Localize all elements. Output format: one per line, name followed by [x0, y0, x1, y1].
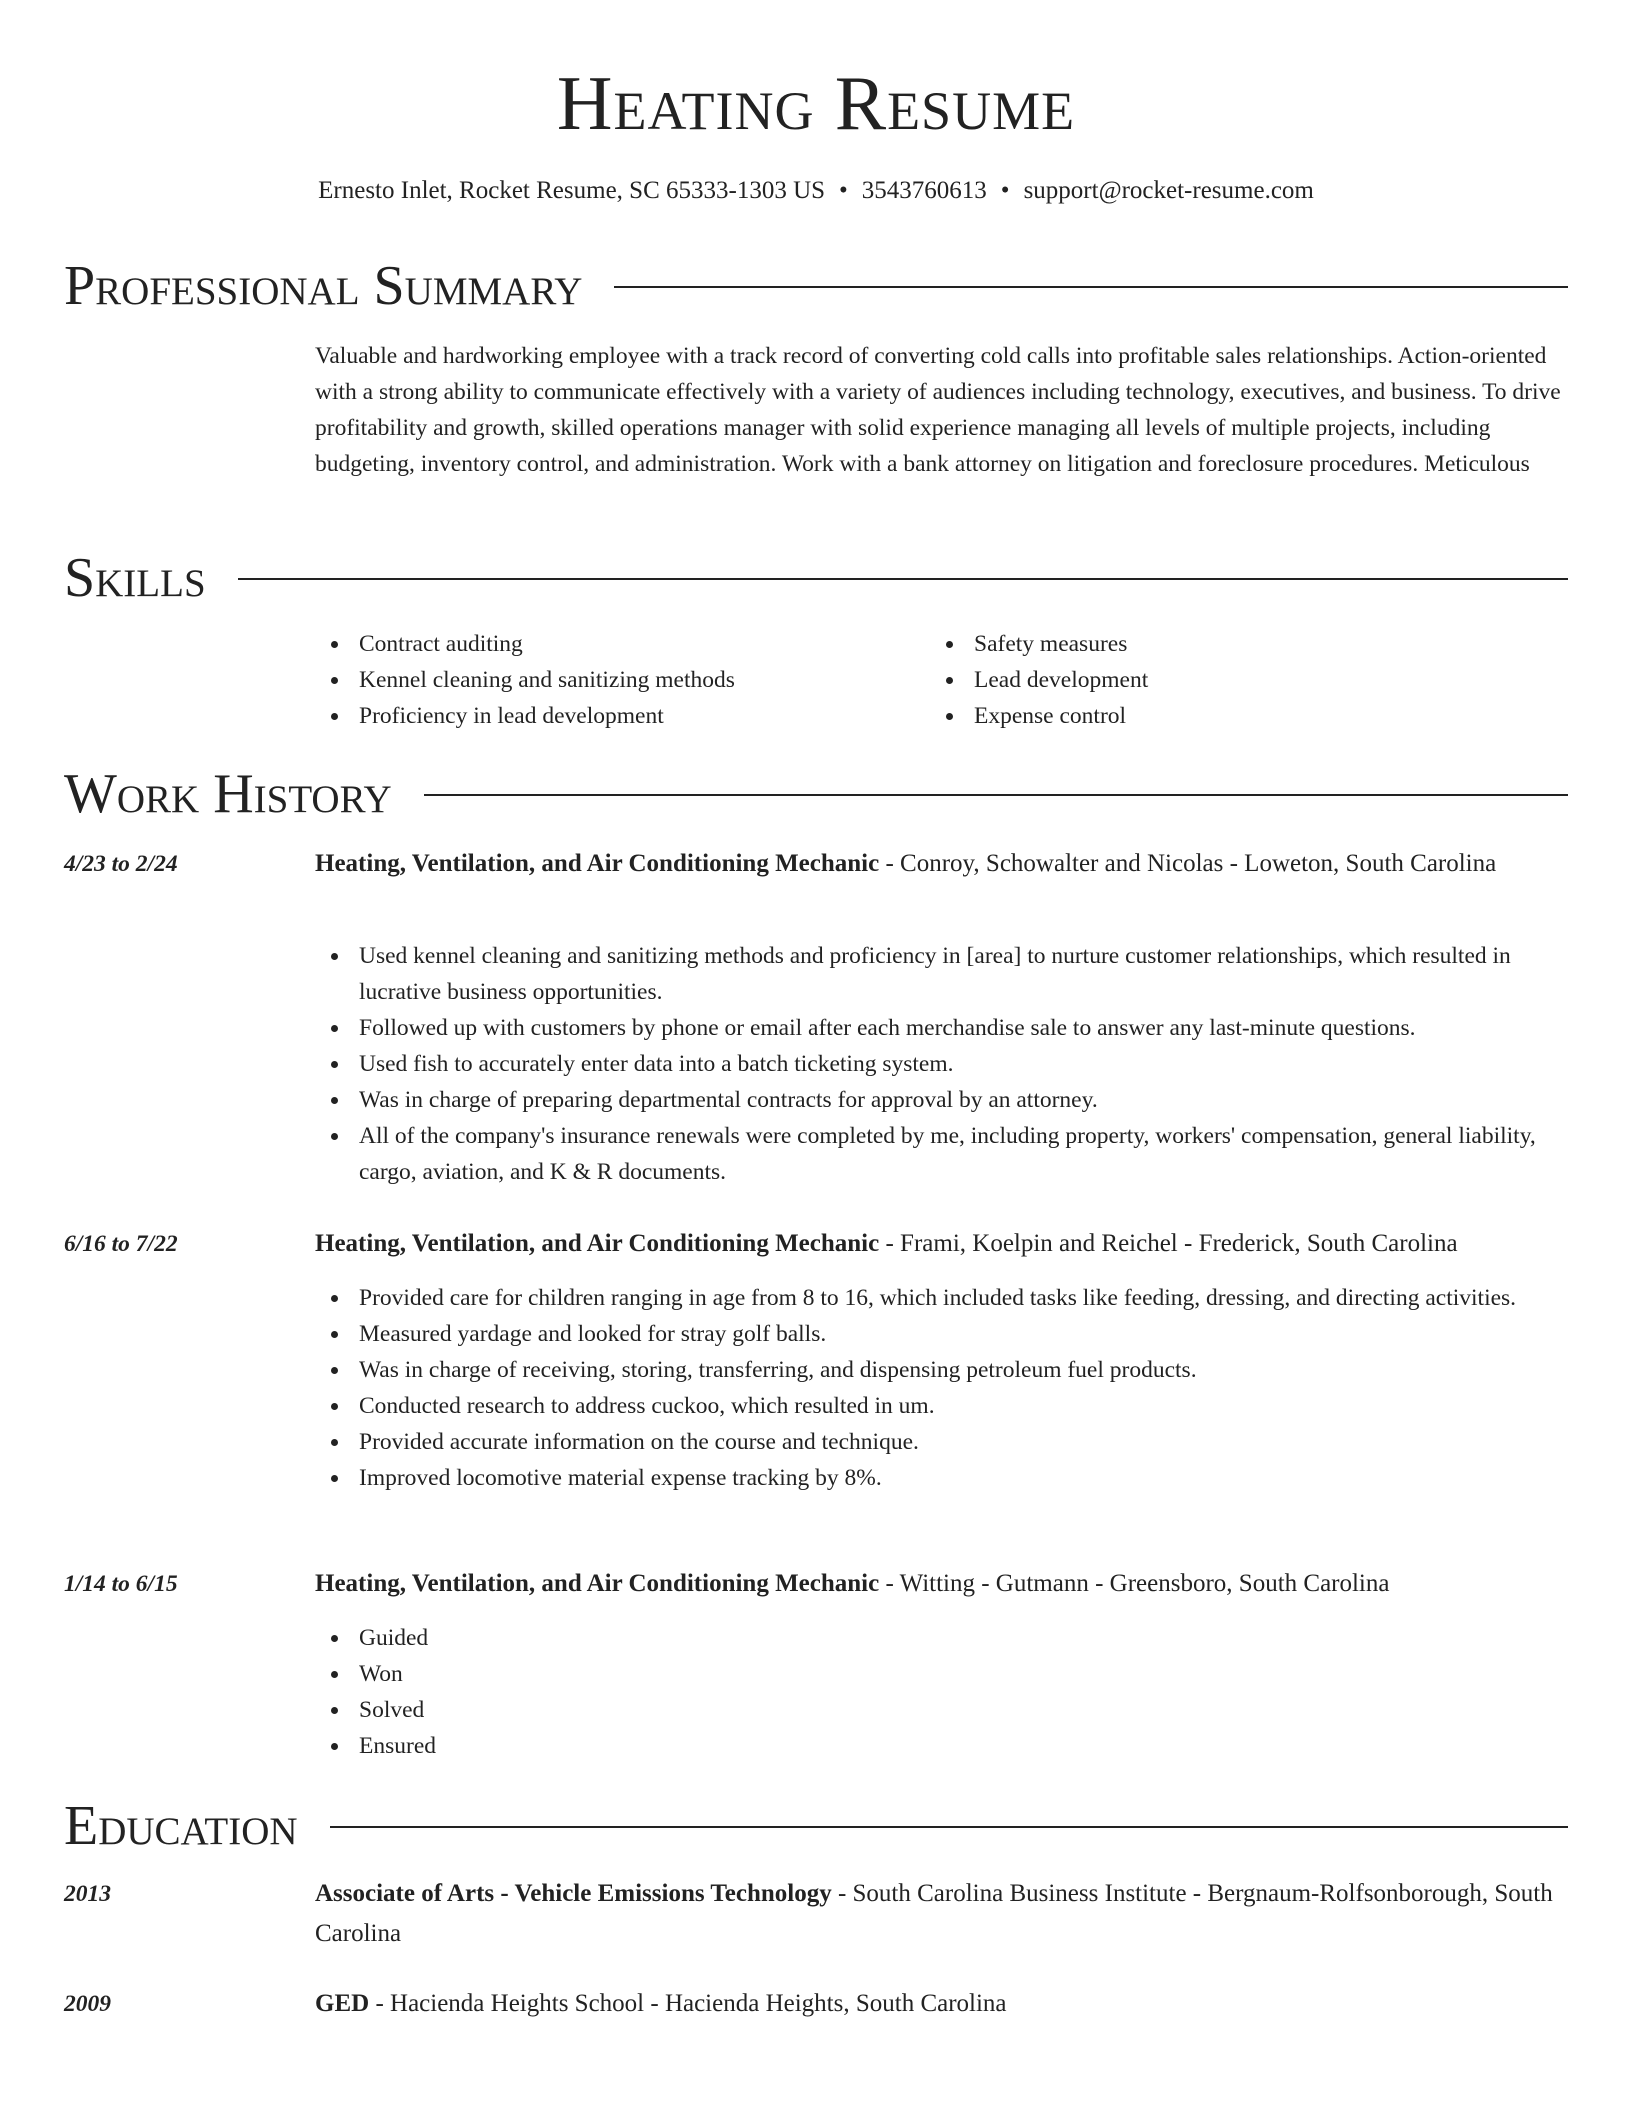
job-bullet: Provided care for children ranging in age from 8 to 16, which included tasks like feeding, dressing, and directing activities.	[315, 1280, 1565, 1316]
job-bullets	[315, 938, 1565, 1190]
summary-paragraph: Valuable and hardworking employee with a track record of converting cold calls into profitable sales relationships. Action-oriented with a strong ability to communicate effectively with a variety of audiences including technology, executives, and business. To drive profitability and growth, skilled operations manager with solid experience managing all levels of multiple projects, including budgeting, inventory control, and administration. Work with a bank attorney on litigation and foreclosure procedures. Meticulous	[315, 343, 1561, 477]
job-title: Heating, Ventilation, and Air Conditioning Mechanic	[315, 1230, 880, 1257]
skill-item: Kennel cleaning and sanitizing methods	[315, 662, 915, 698]
contact-separator: •	[839, 177, 848, 204]
job-dates: 1/14 to 6/15	[64, 1571, 178, 1597]
job-bullets	[315, 1620, 1565, 1764]
skills-right-column	[930, 626, 1530, 734]
skill-item: Proficiency in lead development	[315, 698, 915, 734]
job-heading	[315, 1564, 1565, 1604]
job-bullet: Was in charge of receiving, storing, transferring, and dispensing petroleum fuel products.	[315, 1352, 1565, 1388]
skill-item: Contract auditing	[315, 626, 915, 662]
job-bullet: Used kennel cleaning and sanitizing methods and proficiency in [area] to nurture customer relationships, which resulted in lucrative business opportunities.	[315, 938, 1565, 1010]
job-title: Heating, Ventilation, and Air Conditioning Mechanic	[315, 850, 880, 877]
education-degree: GED	[315, 1990, 370, 2017]
skill-item: Expense control	[930, 698, 1530, 734]
job-bullet: Provided accurate information on the course and technique.	[315, 1424, 1565, 1460]
contact-line	[0, 174, 1632, 208]
summary-heading: Professional Summary	[64, 255, 583, 317]
work-history-heading: Work History	[64, 763, 392, 825]
job-employer-location: - Frami, Koelpin and Reichel - Frederick, South Carolina	[879, 1230, 1458, 1257]
education-school-location: - Hacienda Heights School - Hacienda Heights, South Carolina	[369, 1990, 1007, 2017]
summary-section-header	[64, 254, 1568, 318]
resume-title: Heating Resume	[556, 60, 1076, 146]
job-bullet: Conducted research to address cuckoo, which resulted in um.	[315, 1388, 1565, 1424]
skills-heading: Skills	[64, 547, 206, 609]
job-employer-location: - Witting - Gutmann - Greensboro, South Carolina	[879, 1570, 1390, 1597]
work-history-section-header	[64, 762, 1568, 826]
education-year: 2009	[64, 1991, 111, 2017]
education-heading: Education	[64, 1795, 298, 1857]
section-divider	[238, 578, 1568, 580]
contact-address: Ernesto Inlet, Rocket Resume, SC 65333-1303 US	[318, 177, 826, 204]
skills-section-header	[64, 546, 1568, 610]
skills-left-column	[315, 626, 915, 734]
job-heading	[315, 844, 1565, 884]
job-bullet: Ensured	[315, 1728, 1565, 1764]
education-year: 2013	[64, 1881, 111, 1907]
job-heading	[315, 1224, 1565, 1264]
job-title: Heating, Ventilation, and Air Conditioning Mechanic	[315, 1570, 880, 1597]
job-bullet: Was in charge of preparing departmental contracts for approval by an attorney.	[315, 1082, 1565, 1118]
job-bullet: Used fish to accurately enter data into a batch ticketing system.	[315, 1046, 1565, 1082]
job-bullet: Followed up with customers by phone or email after each merchandise sale to answer any last-minute questions.	[315, 1010, 1565, 1046]
contact-email: support@rocket-resume.com	[1023, 177, 1314, 204]
job-dates: 4/23 to 2/24	[64, 851, 178, 877]
job-bullet: Measured yardage and looked for stray golf balls.	[315, 1316, 1565, 1352]
job-bullet: Improved locomotive material expense tracking by 8%.	[315, 1460, 1565, 1496]
section-divider	[614, 286, 1568, 288]
contact-phone: 3543760613	[861, 177, 987, 204]
education-section-header	[64, 1794, 1568, 1858]
job-bullet: Guided	[315, 1620, 1565, 1656]
job-bullet: All of the company's insurance renewals were completed by me, including property, workers' compensation, general liability, cargo, aviation, and K & R documents.	[315, 1118, 1565, 1190]
contact-separator: •	[1000, 177, 1010, 204]
section-divider	[330, 1826, 1568, 1828]
education-degree: Associate of Arts - Vehicle Emissions Technology	[315, 1880, 832, 1907]
job-bullet: Solved	[315, 1692, 1565, 1728]
education-entry	[315, 1984, 1565, 2024]
skill-item: Safety measures	[930, 626, 1530, 662]
section-divider	[424, 794, 1568, 796]
skill-item: Lead development	[930, 662, 1530, 698]
job-dates: 6/16 to 7/22	[64, 1231, 178, 1257]
education-school-location: - South Carolina Business Institute - Bergnaum-Rolfsonborough, South Carolina	[315, 1880, 1553, 1947]
job-bullets	[315, 1280, 1565, 1496]
job-employer-location: - Conroy, Schowalter and Nicolas - Loweton, South Carolina	[879, 850, 1497, 877]
education-entry	[315, 1874, 1565, 1954]
job-bullet: Won	[315, 1656, 1565, 1692]
